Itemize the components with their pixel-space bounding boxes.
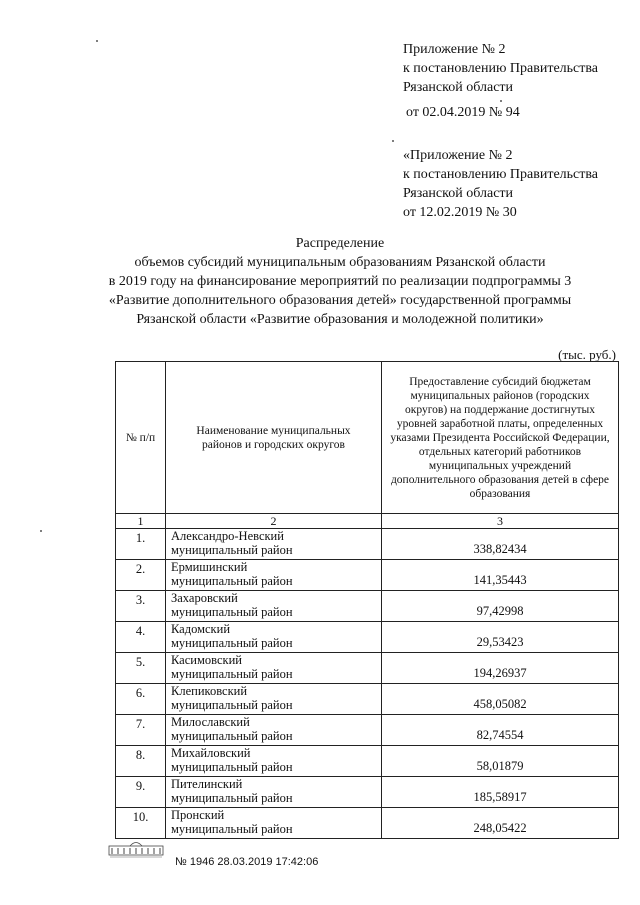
appendix-header-previous — [403, 146, 598, 222]
subsidy-value: 82,74554 — [382, 715, 619, 746]
subsidy-value: 58,01879 — [382, 746, 619, 777]
district-name-line1: Захаровский — [171, 591, 238, 605]
scan-speck — [500, 100, 502, 102]
district-name-line2: муниципальный район — [171, 822, 293, 836]
subsidy-value: 97,42998 — [382, 591, 619, 622]
subsidy-value: 185,58917 — [382, 777, 619, 808]
appendix-region-line: Рязанской области — [403, 186, 514, 201]
document-title — [60, 234, 620, 329]
subsidy-value: 141,35443 — [382, 560, 619, 591]
row-number: 4. — [116, 622, 166, 653]
district-name-line1: Кадомский — [171, 622, 231, 636]
district-name — [166, 777, 382, 808]
subsidy-value: 194,26937 — [382, 653, 619, 684]
units-label: (тыс. руб.) — [558, 347, 616, 362]
appendix-resolution-line: к постановлению Правительства — [403, 61, 599, 76]
column-number: 1 — [116, 514, 166, 529]
table-row — [116, 560, 619, 591]
table-row — [116, 746, 619, 777]
row-number: 7. — [116, 715, 166, 746]
title-line: «Развитие дополнительного образования детей» государственной программы — [108, 293, 572, 308]
subsidy-value: 458,05082 — [382, 684, 619, 715]
district-name — [166, 808, 382, 839]
column-number-row — [116, 514, 619, 529]
table-row — [116, 808, 619, 839]
appendix-date: от 02.04.2019 № 94 — [406, 105, 520, 120]
table-row — [116, 653, 619, 684]
column-number: 3 — [382, 514, 619, 529]
appendix-resolution-line: к постановлению Правительства — [403, 167, 599, 182]
header-number: № п/п — [116, 362, 166, 514]
district-name-line1: Пителинский — [171, 777, 243, 791]
table-row — [116, 777, 619, 808]
title-line: Распределение — [295, 236, 385, 251]
district-name — [166, 622, 382, 653]
district-name-line1: Пронский — [171, 808, 225, 822]
district-name — [166, 529, 382, 560]
appendix-header-current — [403, 40, 598, 122]
district-name — [166, 746, 382, 777]
header-district-name: Наименование муниципальных районов и городских округов — [166, 362, 382, 514]
district-name-line2: муниципальный район — [171, 760, 293, 774]
district-name-line2: муниципальный район — [171, 667, 293, 681]
title-line: в 2019 году на финансирование мероприятий по реализации подпрограммы 3 — [108, 274, 572, 289]
row-number: 3. — [116, 591, 166, 622]
district-name-line2: муниципальный район — [171, 791, 293, 805]
table-row — [116, 529, 619, 560]
table-row — [116, 591, 619, 622]
district-name — [166, 591, 382, 622]
district-name — [166, 684, 382, 715]
district-name-line2: муниципальный район — [171, 543, 293, 557]
row-number: 10. — [116, 808, 166, 839]
district-name-line2: муниципальный район — [171, 574, 293, 588]
subsidy-table — [115, 361, 619, 839]
stamp-icon — [108, 838, 164, 858]
appendix-region-line: Рязанской области — [403, 80, 514, 95]
district-name-line2: муниципальный район — [171, 729, 293, 743]
row-number: 5. — [116, 653, 166, 684]
row-number: 9. — [116, 777, 166, 808]
column-number: 2 — [166, 514, 382, 529]
subsidy-value: 338,82434 — [382, 529, 619, 560]
row-number: 6. — [116, 684, 166, 715]
district-name-line1: Касимовский — [171, 653, 242, 667]
appendix-date: от 12.02.2019 № 30 — [403, 205, 517, 220]
scan-speck — [96, 40, 98, 42]
table-row — [116, 684, 619, 715]
appendix-label: «Приложение № 2 — [403, 148, 513, 163]
scan-speck — [392, 140, 394, 142]
scan-speck — [40, 530, 42, 532]
row-number: 1. — [116, 529, 166, 560]
district-name — [166, 653, 382, 684]
title-line: Рязанской области «Развитие образования и молодежной политики» — [136, 312, 544, 327]
district-name-line2: муниципальный район — [171, 698, 293, 712]
table-header-row — [116, 362, 619, 514]
district-name-line1: Александро-Невский — [171, 529, 284, 543]
title-line: объемов субсидий муниципальным образованиям Рязанской области — [134, 255, 546, 270]
district-name-line1: Милославский — [171, 715, 250, 729]
district-name — [166, 715, 382, 746]
registration-stamp: № 1946 28.03.2019 17:42:06 — [175, 856, 319, 868]
district-name-line2: муниципальный район — [171, 605, 293, 619]
row-number: 2. — [116, 560, 166, 591]
subsidy-value: 248,05422 — [382, 808, 619, 839]
row-number: 8. — [116, 746, 166, 777]
district-name-line2: муниципальный район — [171, 636, 293, 650]
district-name — [166, 560, 382, 591]
table-row — [116, 622, 619, 653]
district-name-line1: Клепиковский — [171, 684, 248, 698]
header-subsidy: Предоставление субсидий бюджетам муниципальных районов (городских округов) на поддержание достигнутых уровней заработной платы, определенных указами Президента Российской Федерации, отдельных категорий работников муниципальных учреждений дополнительного образования детей в сфере образования — [382, 362, 619, 514]
subsidy-value: 29,53423 — [382, 622, 619, 653]
district-name-line1: Ермишинский — [171, 560, 248, 574]
table-row — [116, 715, 619, 746]
appendix-label: Приложение № 2 — [403, 42, 506, 57]
district-name-line1: Михайловский — [171, 746, 251, 760]
